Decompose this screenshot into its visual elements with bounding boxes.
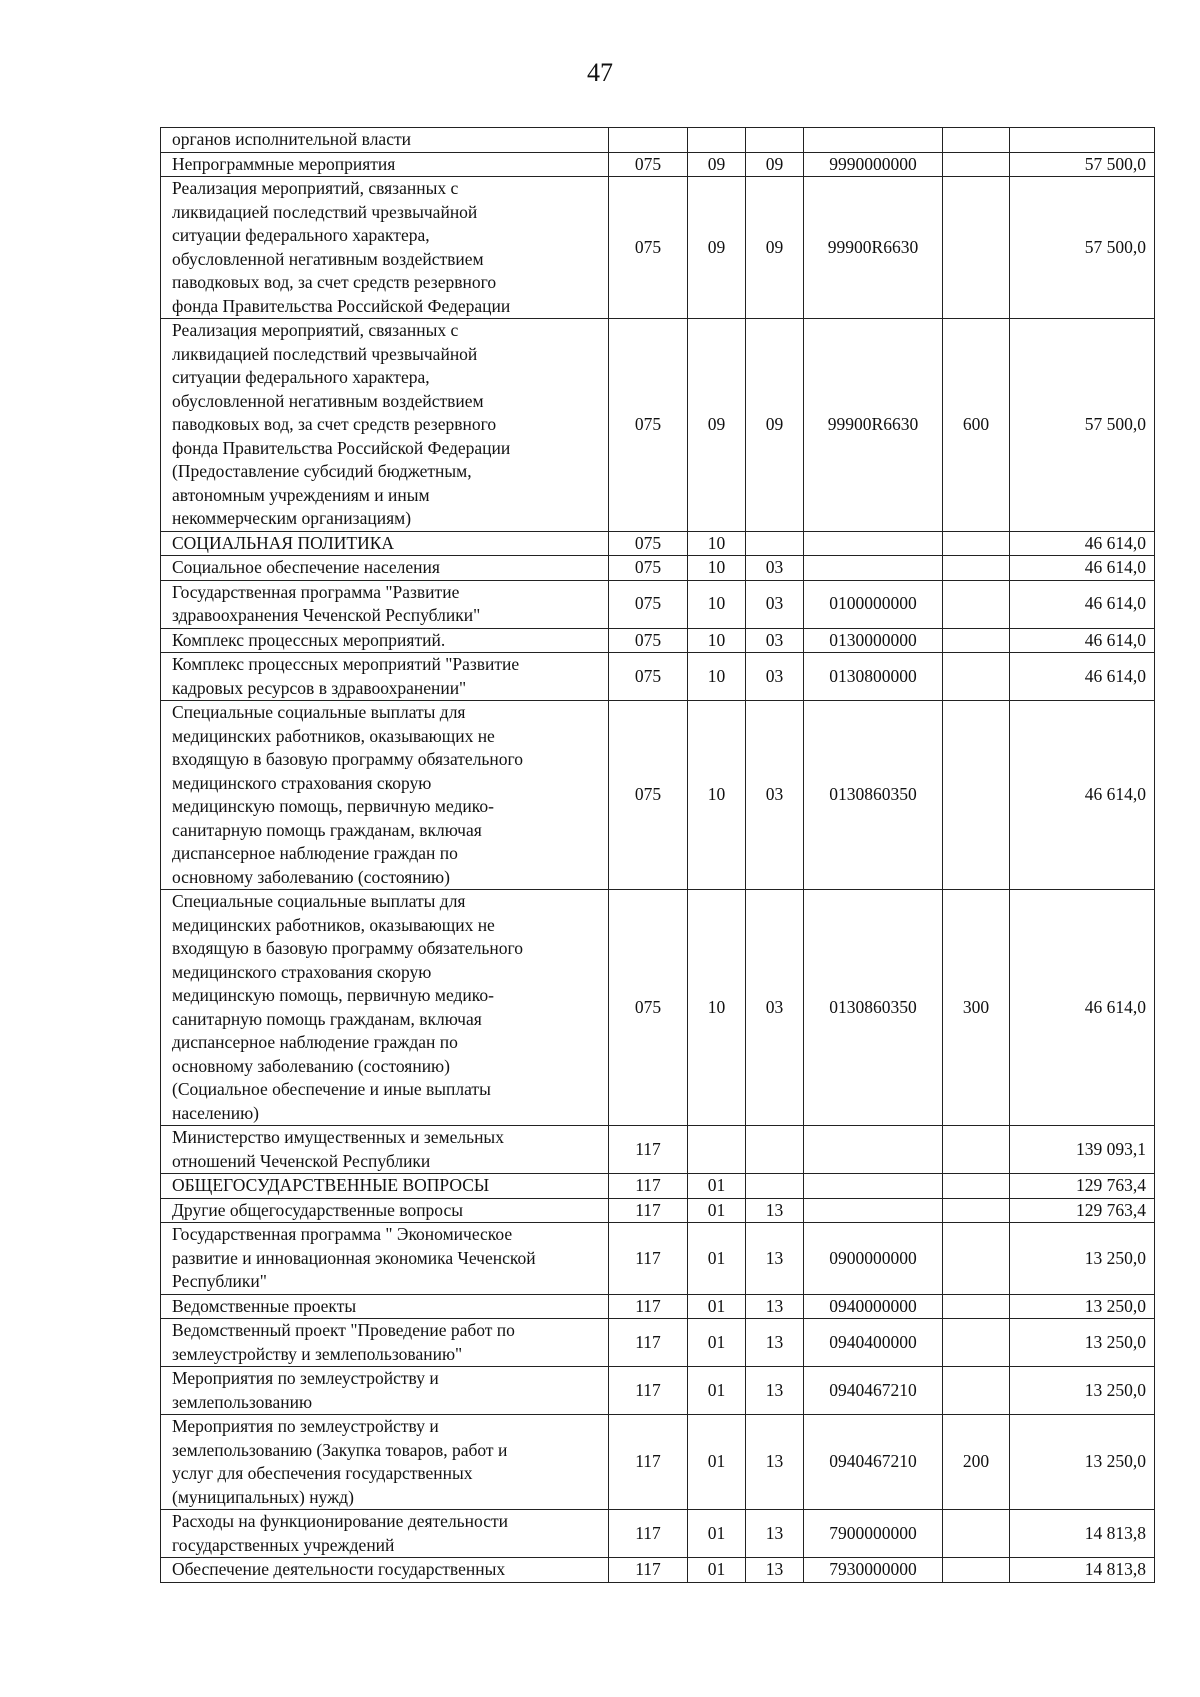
- row-name-cell: [161, 1198, 609, 1223]
- table-row: [161, 653, 1155, 701]
- row-subsection-cell: [746, 556, 804, 581]
- cell-text: 13: [765, 1451, 784, 1472]
- row-section-cell: [688, 580, 746, 628]
- table-row: [161, 1558, 1155, 1583]
- row-name-cell: [161, 177, 609, 319]
- cell-text: 10: [707, 996, 726, 1017]
- row-section-cell: [688, 1198, 746, 1223]
- row-name-cell: [161, 1415, 609, 1510]
- row-subsection-cell: [746, 152, 804, 177]
- table-row: [161, 1367, 1155, 1415]
- cell-text: 14 813,8: [1084, 1559, 1146, 1579]
- row-expense-type-cell: [943, 1294, 1010, 1319]
- row-amount-cell: [1010, 653, 1155, 701]
- row-target-article-cell: [804, 628, 943, 653]
- row-amount-cell: [1010, 1319, 1155, 1367]
- cell-text: 0130800000: [829, 665, 917, 686]
- row-target-article-cell: [804, 1510, 943, 1558]
- row-target-article-cell: [804, 1558, 943, 1583]
- row-name-cell: [161, 701, 609, 890]
- row-target-article-cell: [804, 890, 943, 1126]
- row-expense-type-cell: [943, 890, 1010, 1126]
- row-section-cell: [688, 1319, 746, 1367]
- cell-text: 075: [634, 557, 662, 577]
- table-row: [161, 1174, 1155, 1199]
- cell-text: 075: [634, 784, 662, 805]
- row-target-article-cell: [804, 531, 943, 556]
- cell-text: 01: [707, 1295, 726, 1316]
- row-expense-type-cell: [943, 1126, 1010, 1174]
- row-admin-code-cell: [609, 1198, 688, 1223]
- row-admin-code-cell: [609, 1174, 688, 1199]
- cell-text: 0940467210: [829, 1451, 917, 1472]
- row-section-cell: [688, 1415, 746, 1510]
- row-name-cell: [161, 128, 609, 153]
- cell-text: 10: [707, 532, 726, 553]
- row-amount-cell: [1010, 1415, 1155, 1510]
- row-subsection-cell: [746, 319, 804, 532]
- row-section-cell: [688, 1126, 746, 1174]
- cell-text: 139 093,1: [1076, 1138, 1146, 1159]
- table-row: [161, 152, 1155, 177]
- cell-text: 01: [707, 1247, 726, 1268]
- cell-text: 46 614,0: [1084, 557, 1146, 577]
- row-subsection-cell: [746, 1510, 804, 1558]
- row-subsection-cell: [746, 1223, 804, 1295]
- cell-text: Мероприятия по землеустройству и землепользованию: [172, 1368, 439, 1412]
- cell-text: 075: [634, 153, 662, 174]
- table-row: [161, 1126, 1155, 1174]
- row-subsection-cell: [746, 1174, 804, 1199]
- cell-text: 46 614,0: [1084, 593, 1146, 614]
- row-admin-code-cell: [609, 1294, 688, 1319]
- row-section-cell: [688, 1558, 746, 1583]
- row-target-article-cell: [804, 556, 943, 581]
- row-amount-cell: [1010, 531, 1155, 556]
- row-subsection-cell: [746, 1558, 804, 1583]
- row-expense-type-cell: [943, 128, 1010, 153]
- cell-text: Государственная программа "Развитие здравоохранения Чеченской Республики": [172, 581, 481, 625]
- cell-text: Расходы на функционирование деятельности государственных учреждений: [172, 1511, 508, 1555]
- cell-text: 0130860350: [829, 784, 917, 805]
- row-subsection-cell: [746, 1294, 804, 1319]
- cell-text: 117: [635, 1199, 661, 1220]
- cell-text: 99900R6630: [827, 414, 919, 434]
- cell-text: Комплекс процессных мероприятий.: [172, 629, 446, 650]
- row-name-cell: [161, 1558, 609, 1583]
- row-section-cell: [688, 701, 746, 890]
- row-name-cell: [161, 1367, 609, 1415]
- row-admin-code-cell: [609, 701, 688, 890]
- row-admin-code-cell: [609, 177, 688, 319]
- row-subsection-cell: [746, 890, 804, 1126]
- cell-text: 09: [707, 153, 726, 174]
- cell-text: 03: [765, 784, 784, 805]
- cell-text: ОБЩЕГОСУДАРСТВЕННЫЕ ВОПРОСЫ: [172, 1175, 490, 1195]
- row-name-cell: [161, 580, 609, 628]
- cell-text: 075: [634, 665, 662, 686]
- cell-text: СОЦИАЛЬНАЯ ПОЛИТИКА: [172, 532, 395, 553]
- cell-text: 117: [635, 1247, 661, 1268]
- row-admin-code-cell: [609, 653, 688, 701]
- table-row: [161, 1198, 1155, 1223]
- row-target-article-cell: [804, 1415, 943, 1510]
- row-amount-cell: [1010, 177, 1155, 319]
- cell-text: 117: [635, 1331, 661, 1352]
- row-amount-cell: [1010, 1223, 1155, 1295]
- cell-text: 46 614,0: [1084, 784, 1146, 805]
- row-amount-cell: [1010, 1174, 1155, 1199]
- cell-text: 0130000000: [829, 629, 917, 650]
- row-admin-code-cell: [609, 1510, 688, 1558]
- row-amount-cell: [1010, 1294, 1155, 1319]
- row-name-cell: [161, 1223, 609, 1295]
- row-amount-cell: [1010, 1367, 1155, 1415]
- cell-text: 10: [707, 629, 726, 650]
- row-target-article-cell: [804, 1294, 943, 1319]
- row-expense-type-cell: [943, 1319, 1010, 1367]
- row-amount-cell: [1010, 1126, 1155, 1174]
- row-name-cell: [161, 1319, 609, 1367]
- cell-text: 13: [765, 1331, 784, 1352]
- row-section-cell: [688, 177, 746, 319]
- row-expense-type-cell: [943, 152, 1010, 177]
- table-row: [161, 890, 1155, 1126]
- cell-text: 57 500,0: [1084, 236, 1146, 257]
- cell-text: Реализация мероприятий, связанных с ликвидацией последствий чрезвычайной ситуации федерального характера, обусловленной негативным воздействием паводковых вод, за счет средств резервного фонда Правительства Российской Федерации: [172, 178, 511, 316]
- row-name-cell: [161, 1126, 609, 1174]
- cell-text: 200: [962, 1451, 990, 1472]
- cell-text: 9990000000: [829, 153, 917, 174]
- row-expense-type-cell: [943, 1223, 1010, 1295]
- row-section-cell: [688, 1174, 746, 1199]
- cell-text: 09: [707, 414, 726, 434]
- cell-text: 075: [634, 593, 662, 614]
- row-admin-code-cell: [609, 319, 688, 532]
- cell-text: 03: [765, 593, 784, 614]
- row-admin-code-cell: [609, 556, 688, 581]
- cell-text: Обеспечение деятельности государственных: [172, 1559, 506, 1579]
- cell-text: Другие общегосударственные вопросы: [172, 1199, 464, 1220]
- cell-text: 09: [765, 236, 784, 257]
- cell-text: 7930000000: [829, 1559, 917, 1579]
- row-amount-cell: [1010, 628, 1155, 653]
- table-row: [161, 1510, 1155, 1558]
- row-target-article-cell: [804, 1198, 943, 1223]
- row-admin-code-cell: [609, 1223, 688, 1295]
- cell-text: 01: [707, 1175, 726, 1195]
- cell-text: 10: [707, 784, 726, 805]
- table-row: [161, 580, 1155, 628]
- row-section-cell: [688, 152, 746, 177]
- row-amount-cell: [1010, 580, 1155, 628]
- cell-text: 075: [634, 236, 662, 257]
- row-admin-code-cell: [609, 128, 688, 153]
- row-target-article-cell: [804, 1126, 943, 1174]
- row-target-article-cell: [804, 1174, 943, 1199]
- row-amount-cell: [1010, 701, 1155, 890]
- row-admin-code-cell: [609, 1558, 688, 1583]
- row-subsection-cell: [746, 128, 804, 153]
- cell-text: Министерство имущественных и земельных отношений Чеченской Республики: [172, 1127, 504, 1171]
- row-target-article-cell: [804, 1367, 943, 1415]
- row-target-article-cell: [804, 128, 943, 153]
- cell-text: 57 500,0: [1084, 153, 1146, 174]
- row-name-cell: [161, 152, 609, 177]
- cell-text: 075: [634, 532, 662, 553]
- cell-text: 09: [765, 153, 784, 174]
- cell-text: Специальные социальные выплаты для медицинских работников, оказывающих не входящую в базовую программу обязательного медицинского страхования скорую медицинскую помощь, первичную медико- санитарную помощь гражданам, включая диспансерное наблюдение граждан по основному заболеванию (состоянию): [172, 702, 524, 887]
- table-row: [161, 177, 1155, 319]
- row-expense-type-cell: [943, 653, 1010, 701]
- row-name-cell: [161, 1294, 609, 1319]
- cell-text: 0900000000: [829, 1247, 917, 1268]
- row-target-article-cell: [804, 1223, 943, 1295]
- cell-text: 13 250,0: [1084, 1451, 1146, 1472]
- row-expense-type-cell: [943, 556, 1010, 581]
- row-subsection-cell: [746, 653, 804, 701]
- row-expense-type-cell: [943, 319, 1010, 532]
- row-admin-code-cell: [609, 580, 688, 628]
- row-expense-type-cell: [943, 1198, 1010, 1223]
- row-expense-type-cell: [943, 1415, 1010, 1510]
- cell-text: 117: [635, 1451, 661, 1472]
- cell-text: 13 250,0: [1084, 1247, 1146, 1268]
- row-target-article-cell: [804, 580, 943, 628]
- cell-text: 0940400000: [829, 1331, 917, 1352]
- row-subsection-cell: [746, 1367, 804, 1415]
- table-row: [161, 556, 1155, 581]
- cell-text: 075: [634, 996, 662, 1017]
- cell-text: 117: [635, 1138, 661, 1159]
- cell-text: 117: [635, 1295, 661, 1316]
- cell-text: 117: [635, 1522, 661, 1543]
- row-section-cell: [688, 556, 746, 581]
- row-target-article-cell: [804, 1319, 943, 1367]
- row-admin-code-cell: [609, 1367, 688, 1415]
- row-section-cell: [688, 1367, 746, 1415]
- table-body: [161, 128, 1155, 1583]
- row-amount-cell: [1010, 1510, 1155, 1558]
- row-name-cell: [161, 628, 609, 653]
- cell-text: 13: [765, 1379, 784, 1400]
- cell-text: Непрограммные мероприятия: [172, 153, 396, 174]
- row-amount-cell: [1010, 1198, 1155, 1223]
- cell-text: 01: [707, 1331, 726, 1352]
- row-target-article-cell: [804, 177, 943, 319]
- cell-text: 13: [765, 1295, 784, 1316]
- row-subsection-cell: [746, 1415, 804, 1510]
- row-expense-type-cell: [943, 177, 1010, 319]
- table-row: [161, 1415, 1155, 1510]
- row-section-cell: [688, 1223, 746, 1295]
- row-admin-code-cell: [609, 531, 688, 556]
- row-expense-type-cell: [943, 701, 1010, 890]
- row-name-cell: [161, 653, 609, 701]
- table-row: [161, 628, 1155, 653]
- cell-text: Реализация мероприятий, связанных с ликвидацией последствий чрезвычайной ситуации федерального характера, обусловленной негативным воздействием паводковых вод, за счет средств резервного фонда Правительства Российской Федерации (Предоставление субсидий бюджетным, автономным учреждениям и иным некоммерческим организациям): [172, 320, 511, 528]
- row-subsection-cell: [746, 531, 804, 556]
- cell-text: 13 250,0: [1084, 1379, 1146, 1400]
- cell-text: 10: [707, 593, 726, 614]
- row-expense-type-cell: [943, 628, 1010, 653]
- cell-text: 01: [707, 1379, 726, 1400]
- cell-text: 13 250,0: [1084, 1331, 1146, 1352]
- cell-text: 075: [634, 629, 662, 650]
- cell-text: 13: [765, 1199, 784, 1220]
- cell-text: 10: [707, 665, 726, 686]
- cell-text: Социальное обеспечение населения: [172, 557, 440, 577]
- table-row: [161, 128, 1155, 153]
- row-amount-cell: [1010, 128, 1155, 153]
- row-name-cell: [161, 1510, 609, 1558]
- cell-text: 075: [634, 414, 662, 434]
- row-expense-type-cell: [943, 531, 1010, 556]
- cell-text: 03: [765, 996, 784, 1017]
- table-row: [161, 319, 1155, 532]
- cell-text: 13: [765, 1559, 784, 1579]
- row-name-cell: [161, 1174, 609, 1199]
- cell-text: 01: [707, 1451, 726, 1472]
- budget-table: [160, 127, 1155, 1583]
- row-section-cell: [688, 653, 746, 701]
- row-target-article-cell: [804, 653, 943, 701]
- cell-text: Ведомственный проект "Проведение работ по землеустройству и землепользованию": [172, 1320, 515, 1364]
- row-expense-type-cell: [943, 1558, 1010, 1583]
- row-admin-code-cell: [609, 1126, 688, 1174]
- row-admin-code-cell: [609, 1415, 688, 1510]
- cell-text: Государственная программа " Экономическое развитие и инновационная экономика Чеченской Республики": [172, 1224, 536, 1291]
- table-row: [161, 1223, 1155, 1295]
- cell-text: 13: [765, 1522, 784, 1543]
- row-section-cell: [688, 128, 746, 153]
- row-subsection-cell: [746, 701, 804, 890]
- cell-text: органов исполнительной власти: [172, 129, 411, 149]
- cell-text: 46 614,0: [1084, 532, 1146, 553]
- row-subsection-cell: [746, 177, 804, 319]
- cell-text: 13: [765, 1247, 784, 1268]
- cell-text: Комплекс процессных мероприятий "Развитие кадровых ресурсов в здравоохранении": [172, 654, 520, 698]
- row-subsection-cell: [746, 1198, 804, 1223]
- row-expense-type-cell: [943, 1367, 1010, 1415]
- row-admin-code-cell: [609, 890, 688, 1126]
- row-name-cell: [161, 319, 609, 532]
- cell-text: 0940000000: [829, 1295, 917, 1316]
- cell-text: 09: [765, 414, 784, 434]
- cell-text: 300: [962, 996, 990, 1017]
- row-amount-cell: [1010, 890, 1155, 1126]
- cell-text: Мероприятия по землеустройству и землепользованию (Закупка товаров, работ и услуг для обеспечения государственных (муниципальных) нужд): [172, 1416, 508, 1507]
- cell-text: 03: [765, 665, 784, 686]
- table-row: [161, 1294, 1155, 1319]
- cell-text: 01: [707, 1199, 726, 1220]
- cell-text: 129 763,4: [1076, 1175, 1146, 1195]
- table-row: [161, 531, 1155, 556]
- cell-text: 01: [707, 1522, 726, 1543]
- row-amount-cell: [1010, 1558, 1155, 1583]
- cell-text: 129 763,4: [1076, 1199, 1146, 1220]
- row-section-cell: [688, 1510, 746, 1558]
- row-admin-code-cell: [609, 152, 688, 177]
- cell-text: 03: [765, 557, 784, 577]
- row-subsection-cell: [746, 580, 804, 628]
- row-amount-cell: [1010, 152, 1155, 177]
- row-target-article-cell: [804, 319, 943, 532]
- row-section-cell: [688, 890, 746, 1126]
- cell-text: 117: [635, 1379, 661, 1400]
- row-amount-cell: [1010, 556, 1155, 581]
- row-target-article-cell: [804, 152, 943, 177]
- cell-text: 57 500,0: [1084, 414, 1146, 434]
- row-name-cell: [161, 556, 609, 581]
- cell-text: 7900000000: [829, 1522, 917, 1543]
- cell-text: 0100000000: [829, 593, 917, 614]
- cell-text: 0130860350: [829, 996, 917, 1017]
- row-amount-cell: [1010, 319, 1155, 532]
- cell-text: 13 250,0: [1084, 1295, 1146, 1316]
- cell-text: 99900R6630: [827, 236, 919, 257]
- cell-text: 46 614,0: [1084, 629, 1146, 650]
- row-subsection-cell: [746, 628, 804, 653]
- row-section-cell: [688, 1294, 746, 1319]
- cell-text: 46 614,0: [1084, 996, 1146, 1017]
- row-subsection-cell: [746, 1126, 804, 1174]
- cell-text: 117: [635, 1175, 661, 1195]
- row-admin-code-cell: [609, 628, 688, 653]
- cell-text: 46 614,0: [1084, 665, 1146, 686]
- cell-text: Специальные социальные выплаты для медицинских работников, оказывающих не входящую в базовую программу обязательного медицинского страхования скорую медицинскую помощь, первичную медико- санитарную помощь гражданам, включая диспансерное наблюдение граждан по основному заболеванию (состоянию) (Социальное обеспечение и иные выплаты населению): [172, 891, 524, 1123]
- row-expense-type-cell: [943, 1174, 1010, 1199]
- row-section-cell: [688, 531, 746, 556]
- row-subsection-cell: [746, 1319, 804, 1367]
- row-section-cell: [688, 628, 746, 653]
- row-expense-type-cell: [943, 580, 1010, 628]
- cell-text: 03: [765, 629, 784, 650]
- cell-text: Ведомственные проекты: [172, 1295, 357, 1316]
- row-admin-code-cell: [609, 1319, 688, 1367]
- table-row: [161, 701, 1155, 890]
- page-number: 47: [587, 58, 613, 87]
- cell-text: 0940467210: [829, 1379, 917, 1400]
- cell-text: 117: [635, 1559, 661, 1579]
- row-name-cell: [161, 890, 609, 1126]
- row-name-cell: [161, 531, 609, 556]
- table-row: [161, 1319, 1155, 1367]
- row-target-article-cell: [804, 701, 943, 890]
- cell-text: 09: [707, 236, 726, 257]
- row-expense-type-cell: [943, 1510, 1010, 1558]
- row-section-cell: [688, 319, 746, 532]
- cell-text: 600: [962, 414, 990, 434]
- cell-text: 01: [707, 1559, 726, 1579]
- cell-text: 14 813,8: [1084, 1522, 1146, 1543]
- cell-text: 10: [707, 557, 726, 577]
